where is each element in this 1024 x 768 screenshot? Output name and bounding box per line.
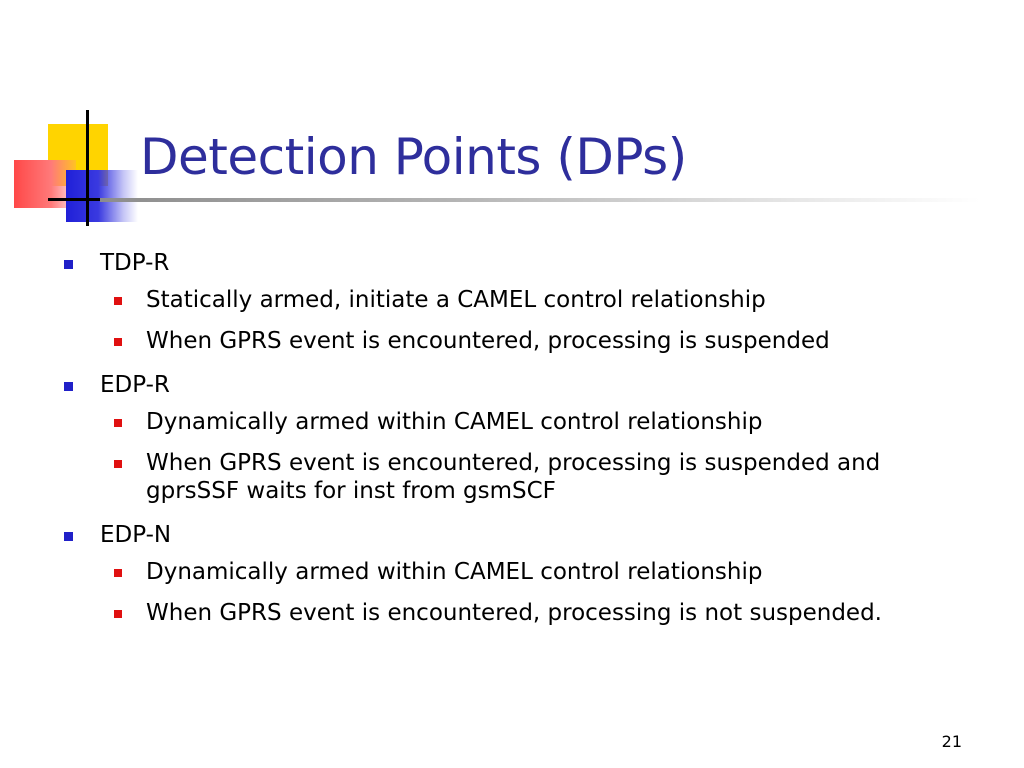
page-number: 21 — [941, 732, 962, 751]
bullet-text: When GPRS event is encountered, processing is suspended and gprsSSF waits for inst from gsmSCF — [146, 450, 881, 504]
red-square-bullet-icon — [114, 460, 122, 468]
blue-square-bullet-icon — [64, 260, 73, 269]
bullet-text: When GPRS event is encountered, processing is not suspended. — [146, 600, 882, 626]
slide-title: Detection Points (DPs) — [140, 128, 687, 186]
bullet-item-level2 — [60, 286, 980, 314]
vertical-line-shape — [86, 110, 89, 226]
bullet-item-level2 — [60, 449, 980, 505]
red-square-bullet-icon — [114, 419, 122, 427]
bullet-item-level2 — [60, 558, 980, 586]
bullet-text: Dynamically armed within CAMEL control relationship — [146, 559, 763, 585]
section-heading: EDP-R — [100, 372, 170, 398]
decorative-logo — [0, 0, 150, 240]
red-square-bullet-icon — [114, 297, 122, 305]
bullet-text: Dynamically armed within CAMEL control relationship — [146, 409, 763, 435]
blue-square-bullet-icon — [64, 532, 73, 541]
bullet-item-level1 — [60, 368, 980, 402]
bullet-item-level2 — [60, 408, 980, 436]
blue-square-bullet-icon — [64, 382, 73, 391]
blue-square-shape — [66, 170, 138, 222]
red-square-bullet-icon — [114, 610, 122, 618]
bullet-text: When GPRS event is encountered, processing is suspended — [146, 328, 830, 354]
section-heading: TDP-R — [100, 250, 170, 276]
bullet-item-level2 — [60, 327, 980, 355]
red-square-bullet-icon — [114, 338, 122, 346]
bullet-list — [60, 246, 980, 640]
bullet-text: Statically armed, initiate a CAMEL control relationship — [146, 287, 766, 313]
bullet-item-level1 — [60, 246, 980, 280]
bullet-item-level1 — [60, 518, 980, 552]
section-heading: EDP-N — [100, 522, 172, 548]
title-underline-rule — [100, 198, 980, 202]
bullet-item-level2 — [60, 599, 980, 627]
red-square-bullet-icon — [114, 569, 122, 577]
